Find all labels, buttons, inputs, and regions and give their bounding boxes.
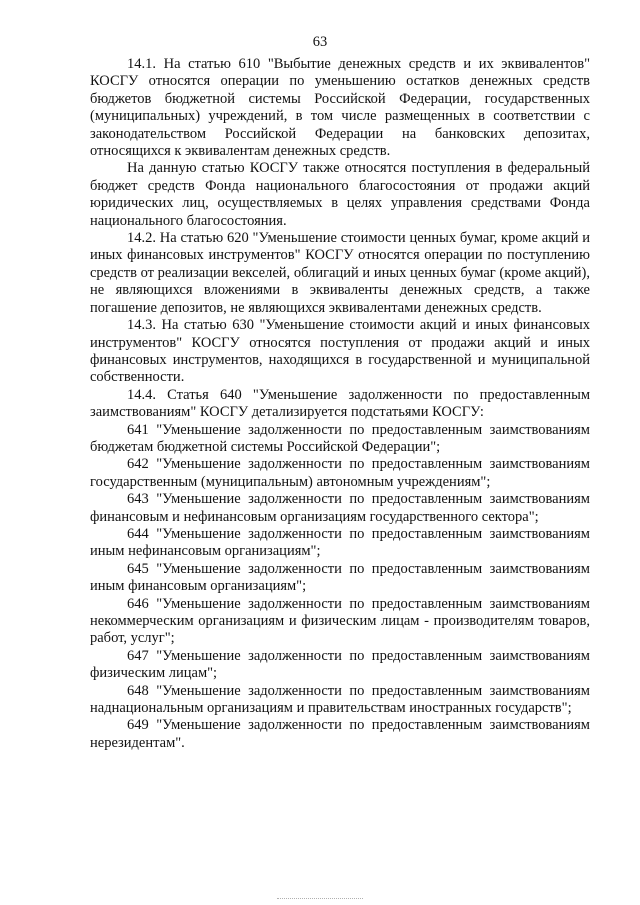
list-item-644: 644 "Уменьшение задолженности по предоставленным заимствованиям иным нефинансовым организациям";: [90, 525, 590, 560]
paragraph-14-3: 14.3. На статью 630 "Уменьшение стоимости акций и иных финансовых инструментов" КОСГУ относятся поступления от продажи акций и иных финансовых инструментов, находящихся в государственной и муниципальной собственности.: [90, 317, 590, 386]
list-item-641: 641 "Уменьшение задолженности по предоставленным заимствованиям бюджетам бюджетной системы Российской Федерации";: [90, 421, 590, 455]
list-item-643: 643 "Уменьшение задолженности по предоставленным заимствованиям финансовым и нефинансовым организациям государственного сектора";: [90, 491, 590, 525]
list-item-648: 648 "Уменьшение задолженности по предоставленным заимствованиям наднациональным организациям и правительствам иностранных государств";: [90, 682, 590, 717]
list-item-642: 642 "Уменьшение задолженности по предоставленным заимствованиям государственным (муниципальным) автономным учреждениям";: [90, 456, 590, 490]
paragraph-14-4: 14.4. Статья 640 "Уменьшение задолженности по предоставленным заимствованиям" КОСГУ детализируется подстатьями КОСГУ:: [90, 386, 590, 421]
document-body: [90, 56, 590, 752]
list-item-647: 647 "Уменьшение задолженности по предоставленным заимствованиям физическим лицам";: [90, 647, 590, 682]
paragraph-14-1-continued: На данную статью КОСГУ также относятся поступления в федеральный бюджет средств Фонда национального благосостояния от продажи акций юридических лиц, осуществляемых в целях управления средствами Фонда национального благосостояния.: [90, 160, 590, 229]
list-item-649: 649 "Уменьшение задолженности по предоставленным заимствованиям нерезидентам".: [90, 717, 590, 751]
paragraph-14-1: 14.1. На статью 610 "Выбытие денежных средств и их эквивалентов" КОСГУ относятся операции по уменьшению остатков денежных средств бюджетов бюджетной системы Российской Федерации, государственных (муниципальных) учреждений, в том числе размещенных в соответствии с законодательством Российской Федерации на банковских депозитах, относящихся к эквивалентам денежных средств.: [90, 56, 590, 160]
page-number: 63: [312, 34, 328, 50]
scan-edge-mark: [277, 898, 363, 901]
list-item-646: 646 "Уменьшение задолженности по предоставленным заимствованиям некоммерческим организациям и физическим лицам - производителям товаров, работ, услуг";: [90, 595, 590, 647]
paragraph-14-2: 14.2. На статью 620 "Уменьшение стоимости ценных бумаг, кроме акций и иных финансовых инструментов" КОСГУ относятся операции по поступлению средств от реализации векселей, облигаций и иных ценных бумаг (кроме акций), не являющихся вложениями в эквиваленты денежных средств, а также погашение депозитов, не являющихся эквивалентами денежных средств.: [90, 230, 590, 316]
list-item-645: 645 "Уменьшение задолженности по предоставленным заимствованиям иным финансовым организациям";: [90, 560, 590, 595]
